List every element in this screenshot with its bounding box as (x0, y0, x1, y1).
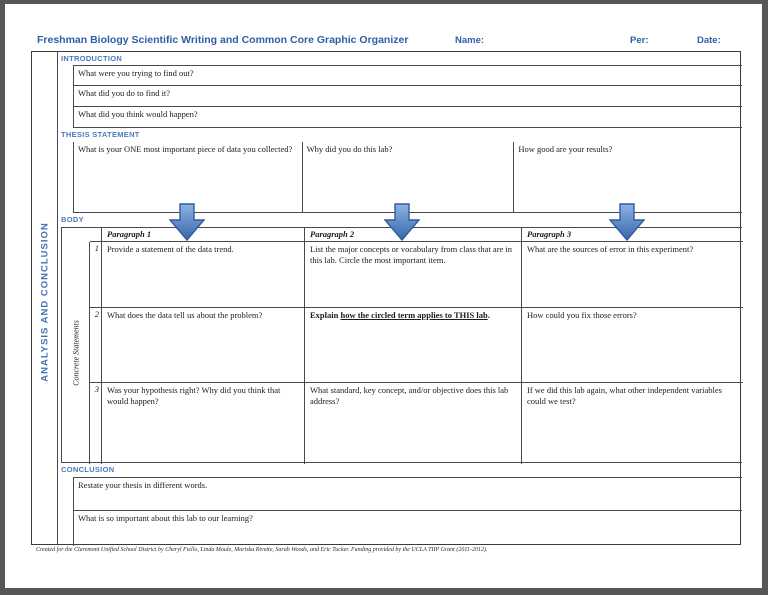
paragraph-3-header: Paragraph 3 (521, 228, 743, 242)
paragraph-2-header: Paragraph 2 (304, 228, 521, 242)
conclusion-question-row-2: What is so important about this lab to our learning? (78, 513, 253, 523)
bold-prompt-suffix: . (487, 310, 490, 320)
body-prompt-r1-p1: Provide a statement of the data trend. (101, 242, 304, 307)
body-prompt-r2-p2 (304, 307, 521, 382)
footer-credit: Created for the Claremont Unified School District by Cheryl Fiello, Linda Moule, Mariska Rivette, Sarah Woods, and Eric Tucker. Funding provided by the UCLA TIIP Grant (2011-2012). (36, 547, 488, 553)
worksheet-page (5, 4, 762, 588)
body-header-gap (62, 228, 90, 242)
row-number-3: 3 (90, 382, 101, 464)
body-prompt-r2-p1: What does the data tell us about the problem? (101, 307, 304, 382)
row-number-1: 1 (94, 243, 99, 253)
conclusion-question-row-1: Restate your thesis in different words. (74, 478, 742, 511)
body-prompt-r2-p3: How could you fix those errors? (521, 307, 743, 382)
introduction-question-block (73, 65, 742, 128)
bold-underlined-prompt: how the circled term applies to THIS lab (340, 310, 488, 320)
body-prompt-r1-p2: List the major concepts or vocabulary from class that are in this lab. Circle the most important item. (304, 242, 521, 307)
body-prompt-r1-p3: What are the sources of error in this experiment? (521, 242, 743, 307)
thesis-question-2: Why did you do this lab? (302, 142, 514, 212)
date-label: Date: (697, 35, 721, 46)
body-table (61, 227, 742, 463)
title-bar (5, 34, 762, 50)
name-label: Name: (455, 35, 485, 46)
conclusion-question-block (73, 477, 742, 546)
concrete-statements-label: Concrete Statements (71, 320, 80, 386)
body-prompt-r3-p3: If we did this lab again, what other independent variables could we test? (521, 382, 743, 464)
down-arrow-icon (609, 203, 645, 241)
paragraph-1-header: Paragraph 1 (101, 228, 304, 242)
concrete-statements-column (62, 242, 90, 464)
body-section-header: BODY (61, 215, 84, 224)
thesis-question-1: What is your ONE most important piece of data you collected? (78, 144, 293, 154)
intro-question-row-2: What did you do to find it? (74, 86, 742, 107)
bold-prompt-prefix: Explain (310, 310, 341, 320)
body-prompt-r3-p1: Was your hypothesis right? Why did you think that would happen? (101, 382, 304, 464)
intro-question-row-1: What were you trying to find out? (74, 66, 742, 86)
body-header-gap (90, 228, 101, 242)
row-number-2: 2 (90, 307, 101, 382)
organizer-table (31, 51, 741, 545)
spine-column (32, 52, 58, 544)
down-arrow-icon (169, 203, 205, 241)
per-label: Per: (630, 35, 649, 46)
thesis-section-header: THESIS STATEMENT (61, 130, 140, 139)
body-prompt-r3-p2: What standard, key concept, and/or objective does this lab address? (304, 382, 521, 464)
thesis-question-3: How good are your results? (513, 142, 742, 212)
intro-question-row-3: What did you think would happen? (74, 107, 742, 128)
analysis-and-conclusion-label: ANALYSIS AND CONCLUSION (39, 222, 51, 382)
conclusion-section-header: CONCLUSION (61, 465, 115, 474)
document-title: Freshman Biology Scientific Writing and Common Core Graphic Organizer (37, 34, 409, 46)
introduction-section-header: INTRODUCTION (61, 54, 123, 63)
down-arrow-icon (384, 203, 420, 241)
